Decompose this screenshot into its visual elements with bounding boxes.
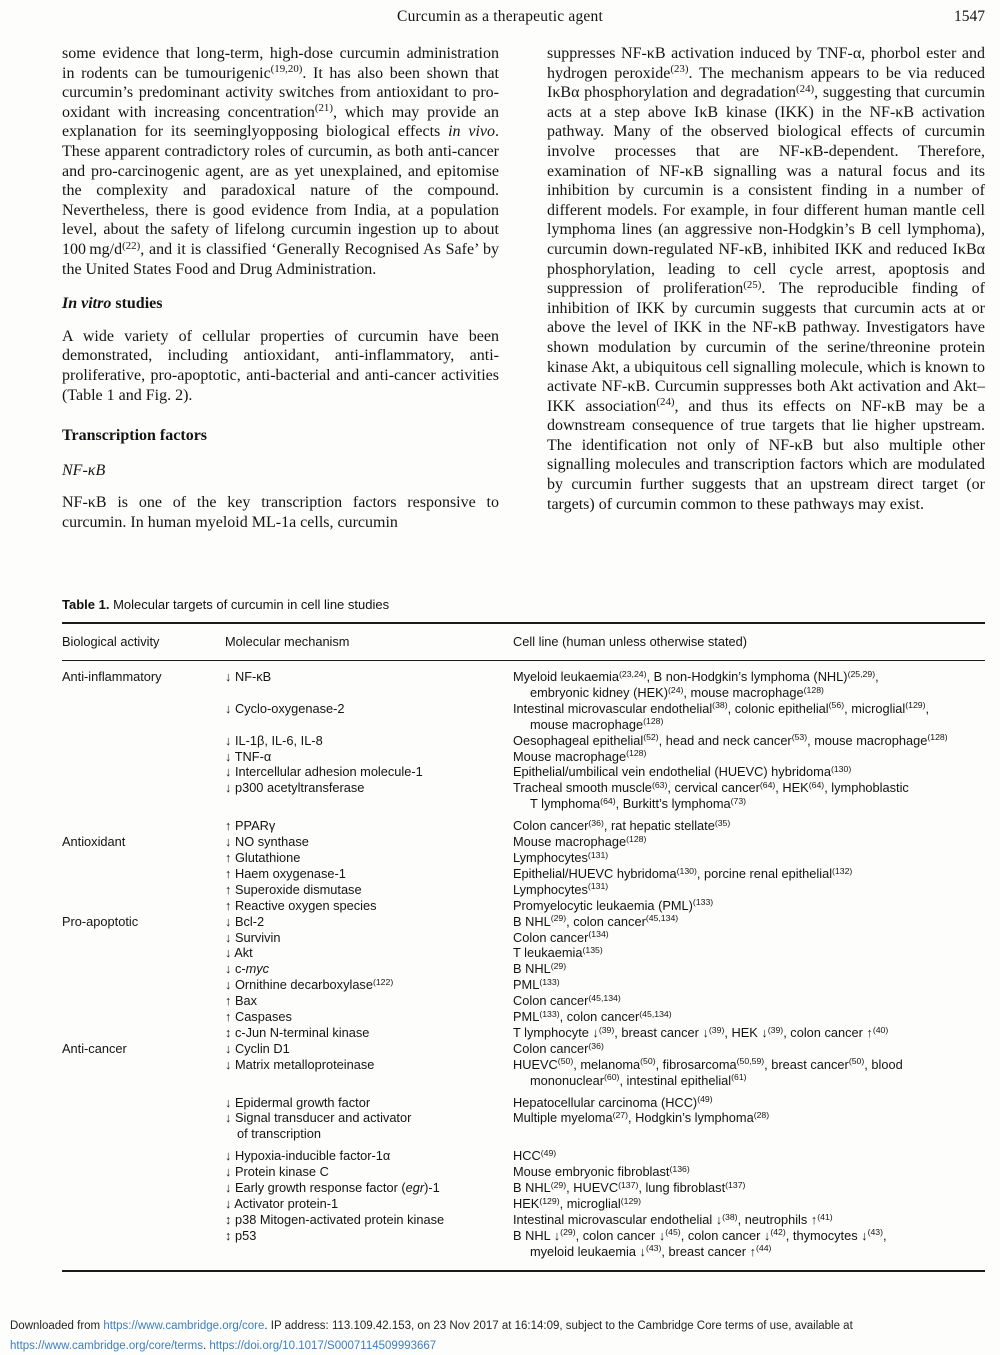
cell-line-cell: HCC$^{(49)}$ <box>513 1147 557 1164</box>
biological-activity-cell <box>62 1212 225 1228</box>
cell-line-cell: Mouse embryonic fibroblast$^{(136)}$ <box>513 1163 690 1180</box>
section-heading-in-vitro-studies: In vitro studies <box>62 295 163 313</box>
footer-line-2 <box>10 1337 988 1355</box>
molecular-mechanism-cell: ↓ Signal transducer and activator of transcription <box>225 1110 412 1142</box>
molecular-mechanism-cell: ↓ Early growth response factor (egr)-1 <box>225 1180 440 1196</box>
table-row <box>62 1041 985 1057</box>
cell-line-cell: Tracheal smooth muscle$^{(63)}$, cervical cancer$^{(64)}$, HEK$^{(64)}$, lymphoblastic T lymphoma$^{(64)}$, Burkitt’s lymphoma$^{(73)}$ <box>513 780 909 812</box>
paragraph: suppresses NF-κB activation induced by TNF-α, phorbol ester and hydrogen peroxide$^{(23)}$. The mechanism appears to be via reduced IκBα phosphorylation and degradation$^{(24)}$, suggesting that curcumin acts at a step above IκB kinase (IKK) in the NF-κB activation pathway. Many of the observed biological effects of curcumin involve processes that are NF-κB-dependent. Therefore, examination of NF-κB signalling was a natural focus and its inhibition by curcumin is a consistent finding in a number of different models. For example, in four different human mantle cell lymphoma lines (an aggressive non-Hodgkin’s B cell lymphoma), curcumin down-regulated NF-κB, inhibited IKK and reduced IκBα phosphorylation, leading to cell cycle arrest, apoptosis and suppression of proliferation$^{(25)}$. The reproducible finding of inhibition of IKK by curcumin suggests that curcumin acts at or above the level of IKK in the NF-κB pathway. Investigators have shown modulation by curcumin of the serine/threonine protein kinase Akt, a ubiquitous cell signalling molecule, which is known to activate NF-κB. Curcumin suppresses both Akt activation and Akt–IKK association$^{(24)}$, and thus its effects on NF-κB may be a downstream consequence of true targets that lie higher upstream. The identification not only of NF-κB but also multiple other signalling molecules and transcription factors which are modulated by curcumin further suggests that an upstream direct target (or targets) of curcumin common to these pathways may exist. <box>547 45 986 513</box>
biological-activity-cell <box>62 1180 225 1196</box>
body-column-right <box>547 44 985 514</box>
cell-line-cell: Promyelocytic leukaemia (PML)$^{(133)}$ <box>513 897 714 913</box>
table-row <box>62 977 985 993</box>
paragraph: NF-κB is one of the key transcription factors responsive to curcumin. In human myeloid ML-1a cells, curcumin <box>62 494 499 531</box>
table-1 <box>62 597 985 1272</box>
cell-line-cell: T leukaemia$^{(135)}$ <box>513 945 603 961</box>
paragraph: some evidence that long-term, high-dose curcumin administration in rodents can be tumourigenic$^{(19,20)}$. It has also been shown that curcumin’s predominant activity switches from antioxidant to pro-oxidant with increasing concentration$^{(21)}$, which may provide an explanation for its seeminglyopposing biological effects in vivo. These apparent contradictory roles of curcumin, as both anti-cancer and pro-carcinogenic agent, are as yet unexplained, and epitomise the complexity and paradoxical nature of the compound. Nevertheless, there is good evidence from India, at a population level, about the safety of lifelong curcumin ingestion up to about 100 $mg/d^{(22)}$, and it is classified ‘Generally Recognised As Safe’ by the United States Food and Drug Administration. <box>62 45 500 278</box>
molecular-mechanism-cell: ↓ Epidermal growth factor <box>225 1094 371 1110</box>
biological-activity-cell <box>62 866 225 882</box>
cell-line-cell: B NHL$^{(29)}$ <box>513 960 567 977</box>
molecular-mechanism-cell: ↓ IL-1β, IL-6, IL-8 <box>225 732 323 748</box>
table-row <box>62 945 985 961</box>
table-row <box>62 1025 985 1041</box>
biological-activity-cell: Anti-cancer <box>62 1040 127 1056</box>
cell-line-cell: Colon cancer$^{(36)}$ <box>513 1040 604 1056</box>
molecular-mechanism-cell: ↓ c-myc <box>225 961 270 977</box>
table-row <box>62 1212 985 1228</box>
biological-activity-cell <box>62 780 225 812</box>
cell-line-cell: Colon cancer$^{(134)}$ <box>513 929 609 945</box>
cell-line-cell: T lymphocyte ↓$^{(39)}$, breast cancer ↓$^{(39)}$, HEK ↓$^{(39)}$, colon cancer ↑$^{(40)}$ <box>513 1024 889 1040</box>
biological-activity-cell <box>62 1095 225 1111</box>
cell-line-cell: Multiple myeloma$^{(27)}$, Hodgkin’s lymphoma$^{(28)}$ <box>513 1110 770 1126</box>
table-row <box>62 818 985 834</box>
table-row <box>62 780 985 812</box>
download-footer <box>10 1317 988 1355</box>
biological-activity-cell <box>62 930 225 946</box>
molecular-mechanism-cell: ↓ Activator protein-1 <box>225 1196 339 1211</box>
cell-line-cell: B NHL$^{(29)}$, HUEVC$^{(137)}$, lung fibroblast$^{(137)}$ <box>513 1179 746 1196</box>
column-header-biological-activity: Biological activity <box>62 634 160 649</box>
table-row <box>62 701 985 733</box>
biological-activity-cell <box>62 977 225 993</box>
biological-activity-cell <box>62 764 225 780</box>
running-head <box>0 8 1000 26</box>
table-body <box>62 661 985 1272</box>
molecular-mechanism-cell: ↓ NF-κB <box>225 669 272 684</box>
table-row <box>62 834 985 850</box>
paragraph: A wide variety of cellular properties of curcumin have been demonstrated, including antioxidant, anti-inflammatory, anti-proliferative, pro-apoptotic, anti-bacterial and anti-cancer activities (Table 1 and Fig. 2). <box>62 327 499 404</box>
biological-activity-cell <box>62 945 225 961</box>
cell-line-cell: Colon cancer$^{(45,134)}$ <box>513 992 621 1009</box>
cell-line-cell: Epithelial/HUEVC hybridoma$^{(130)}$, porcine renal epithelial$^{(132)}$ <box>513 865 853 881</box>
biological-activity-cell <box>62 701 225 733</box>
molecular-mechanism-cell: ↓ NO synthase <box>225 834 309 850</box>
table-row <box>62 749 985 765</box>
table-row <box>62 866 985 882</box>
molecular-mechanism-cell: ↑ Reactive oxygen species <box>225 897 377 913</box>
biological-activity-cell <box>62 1009 225 1025</box>
molecular-mechanism-cell: ↓ p300 acetyltransferase <box>225 780 365 796</box>
molecular-mechanism-cell: ↕ c-Jun N-terminal kinase <box>225 1024 370 1040</box>
table-row <box>62 1196 985 1212</box>
biological-activity-cell <box>62 993 225 1009</box>
footer-link[interactable]: https://www.cambridge.org/core <box>103 1320 265 1332</box>
biological-activity-cell <box>62 1196 225 1212</box>
cell-line-cell: Lymphocytes$^{(131)}$ <box>513 881 609 897</box>
table-row <box>62 1009 985 1025</box>
biological-activity-cell <box>62 1228 225 1260</box>
molecular-mechanism-cell: ↑ Superoxide dismutase <box>225 881 362 897</box>
cell-line-cell: Mouse macrophage$^{(128)}$ <box>513 833 647 850</box>
biological-activity-cell <box>62 733 225 749</box>
molecular-mechanism-cell: ↓ Bcl-2 <box>225 913 265 929</box>
column-header-cell-line: Cell line (human unless otherwise stated) <box>513 634 748 649</box>
body-column-left <box>62 44 499 532</box>
cell-line-cell: PML$^{(133)}$, colon cancer$^{(45,134)}$ <box>513 1008 672 1025</box>
molecular-mechanism-cell: ↑ Glutathione <box>225 849 301 865</box>
table-row <box>62 1228 985 1260</box>
cell-line-cell: PML$^{(133)}$ <box>513 976 560 993</box>
cell-line-cell: Oesophageal epithelial$^{(52)}$, head and neck cancer$^{(53)}$, mouse macrophage$^{(128)}$ <box>513 732 948 748</box>
biological-activity-cell <box>62 882 225 898</box>
molecular-mechanism-cell: ↕ p53 <box>225 1227 257 1243</box>
cell-line-cell: Intestinal microvascular endothelial ↓$^{(38)}$, neutrophils ↑$^{(41)}$ <box>513 1211 833 1227</box>
biological-activity-cell <box>62 1164 225 1180</box>
table-row <box>62 961 985 977</box>
molecular-mechanism-cell: ↓ Matrix metalloproteinase <box>225 1056 375 1072</box>
cell-line-cell: B NHL ↓$^{(29)}$, colon cancer ↓$^{(45)}$, colon cancer ↓$^{(42)}$, thymocytes ↓$^{(43)}$, myeloid leukaemia ↓$^{(43)}$, breast cancer ↑$^{(44)}$ <box>513 1227 887 1259</box>
table-row <box>62 1110 985 1142</box>
biological-activity-cell: Anti-inflammatory <box>62 669 162 684</box>
table-caption-text: Molecular targets of curcumin in cell line studies <box>113 597 390 612</box>
biological-activity-cell <box>62 1110 225 1142</box>
biological-activity-cell: Antioxidant <box>62 834 126 850</box>
biological-activity-cell <box>62 1148 225 1164</box>
biological-activity-cell <box>62 818 225 834</box>
cell-line-cell: Epithelial/umbilical vein endothelial (HUEVC) hybridoma$^{(130)}$ <box>513 764 852 780</box>
table-caption <box>62 597 985 612</box>
biological-activity-cell <box>62 850 225 866</box>
cell-line-cell: HEK$^{(129)}$, microglial$^{(129)}$ <box>513 1195 642 1211</box>
cell-line-cell: Myeloid leukaemia$^{(23,24)}$, B non-Hodgkin’s lymphoma (NHL)$^{(25,29)}$, embryonic kidney (HEK)$^{(24)}$, mouse macrophage$^{(128)}$ <box>513 668 879 700</box>
molecular-mechanism-cell: ↓ Intercellular adhesion molecule-1 <box>225 764 423 780</box>
table-row <box>62 733 985 749</box>
molecular-mechanism-cell: ↓ Hypoxia-inducible factor-1α <box>225 1148 391 1164</box>
running-title: Curcumin as a therapeutic agent <box>397 8 603 25</box>
biological-activity-cell <box>62 961 225 977</box>
table-row <box>62 1095 985 1111</box>
biological-activity-cell <box>62 1025 225 1041</box>
footer-line-1 <box>10 1317 988 1337</box>
cell-line-cell: Lymphocytes$^{(131)}$ <box>513 849 609 865</box>
cell-line-cell: Hepatocellular carcinoma (HCC)$^{(49)}$ <box>513 1094 713 1110</box>
molecular-mechanism-cell: ↑ Haem oxygenase-1 <box>225 865 346 881</box>
page-number: 1547 <box>954 8 985 25</box>
table-caption-label: Table 1. <box>62 597 110 612</box>
molecular-mechanism-cell: ↕ p38 Mitogen-activated protein kinase <box>225 1211 445 1227</box>
footer-link[interactable]: https://doi.org/10.1017/S0007114509993667 <box>209 1339 437 1352</box>
cell-line-cell: Intestinal microvascular endothelial$^{(38)}$, colonic epithelial$^{(56)}$, microglial$^{(129)}$, mouse macrophage$^{(128)}$ <box>513 700 930 732</box>
footer-text: . <box>203 1339 210 1352</box>
footer-link[interactable]: https://www.cambridge.org/core/terms <box>10 1339 204 1352</box>
table-row <box>62 993 985 1009</box>
cell-line-cell: B NHL$^{(29)}$, colon cancer$^{(45,134)}$ <box>513 913 679 929</box>
footer-text: . IP address: 113.109.42.153, on 23 Nov 2017 at 16:14:09, subject to the Cambridge Core terms of use, available at <box>264 1320 853 1332</box>
biological-activity-cell <box>62 1057 225 1089</box>
table-row <box>62 914 985 930</box>
column-header-molecular-mechanism: Molecular mechanism <box>225 634 350 649</box>
biological-activity-cell: Pro-apoptotic <box>62 913 139 929</box>
table-row <box>62 882 985 898</box>
table-row <box>62 898 985 914</box>
table-row <box>62 850 985 866</box>
molecular-mechanism-cell: ↓ Akt <box>225 945 253 961</box>
molecular-mechanism-cell: ↓ Protein kinase C <box>225 1164 329 1180</box>
biological-activity-cell <box>62 749 225 765</box>
table-row <box>62 1180 985 1196</box>
biological-activity-cell <box>62 898 225 914</box>
cell-line-cell: Colon cancer$^{(36)}$, rat hepatic stellate$^{(35)}$ <box>513 817 731 834</box>
footer-text: Downloaded from <box>10 1320 104 1332</box>
subsection-heading-nfkb: NF-κB <box>62 461 106 479</box>
cell-line-cell: Mouse macrophage$^{(128)}$ <box>513 748 647 764</box>
molecular-mechanism-cell: ↓ Survivin <box>225 929 281 945</box>
molecular-mechanism-cell: ↓ Cyclin D1 <box>225 1040 290 1056</box>
cell-line-cell: HUEVC$^{(50)}$, melanoma$^{(50)}$, fibrosarcoma$^{(50,59)}$, breast cancer$^{(50)}$, blood mononuclear$^{(60)}$, intestinal epithelial$^{(61)}$ <box>513 1056 903 1088</box>
table-header-row <box>62 622 985 661</box>
molecular-mechanism-cell: ↑ Caspases <box>225 1009 292 1025</box>
table-row <box>62 764 985 780</box>
table-row <box>62 669 985 701</box>
molecular-mechanism-cell: ↓ Ornithine decarboxylase$^{(122)}$ <box>225 976 394 993</box>
table-row <box>62 1164 985 1180</box>
molecular-mechanism-cell: ↓ TNF-α <box>225 748 272 764</box>
molecular-mechanism-cell: ↑ Bax <box>225 993 258 1009</box>
molecular-mechanism-cell: ↓ Cyclo-oxygenase-2 <box>225 700 345 716</box>
molecular-mechanism-cell: ↑ PPARγ <box>225 818 276 834</box>
table-row <box>62 1148 985 1164</box>
table-row <box>62 1057 985 1089</box>
table-row <box>62 930 985 946</box>
section-heading-transcription-factors: Transcription factors <box>62 427 208 445</box>
